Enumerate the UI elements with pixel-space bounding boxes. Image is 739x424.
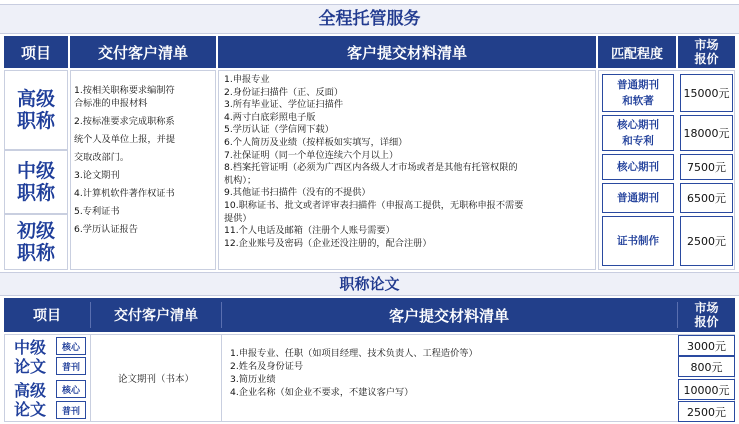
s2-tag-core: 核心 xyxy=(56,337,86,355)
list-item: 11.个人电话及邮箱（注册个人账号需要） xyxy=(224,225,395,237)
s1-header-match: 匹配程度 xyxy=(598,36,676,68)
s1-level-intermediate: 中级 职称 xyxy=(4,150,68,214)
s1-price-row-5: 2500元 xyxy=(680,216,733,266)
list-item: 统个人及单位上报，并提 xyxy=(74,134,176,145)
list-item: 2.按标准要求完成职称系 xyxy=(74,116,175,127)
s1-level-senior: 高级 职称 xyxy=(4,70,68,150)
list-item: 3.所有毕业证、学位证扫描件 xyxy=(224,99,344,111)
s2-price-3: 10000元 xyxy=(678,379,735,400)
s1-header-project: 项目 xyxy=(4,36,68,68)
list-item: 1.按相关职称要求编制符 xyxy=(74,85,175,96)
s2-price-1: 3000元 xyxy=(678,335,735,356)
s1-match-row-2: 核心期刊 和专利 xyxy=(602,115,674,151)
list-item: 4.两寸白底彩照电子版 xyxy=(224,111,316,123)
s1-match-row-5: 证书制作 xyxy=(602,216,674,266)
list-item: 4.计算机软件著作权证书 xyxy=(74,188,175,199)
s2-tag-regular: 普刊 xyxy=(56,401,86,419)
s2-tag-regular: 普刊 xyxy=(56,357,86,375)
section2-title-bar xyxy=(0,272,739,296)
list-item: 9.其他证书扫描件（没有的不提供） xyxy=(224,187,371,199)
list-item: 5.专利证书 xyxy=(74,206,120,217)
section1-title: 全程托管服务 xyxy=(318,9,421,29)
section2-title: 职称论文 xyxy=(339,275,400,293)
s2-level-senior: 高级 论文 xyxy=(13,381,46,419)
s1-price-row-4: 6500元 xyxy=(680,183,733,213)
list-item: 12.企业账号及密码（企业还没注册的，配合注册） xyxy=(224,237,432,249)
s2-delivery-cell: 论文期刊（书本） xyxy=(90,334,222,422)
list-item: 7.社保证明（同一个单位连续六个月以上） xyxy=(224,149,399,161)
s1-level-junior: 初级 职称 xyxy=(4,214,68,270)
list-item: 8.档案托管证明（必须为广西区内各级人才市场或者是其他有托管权限的 xyxy=(224,162,518,174)
s2-materials-list xyxy=(230,347,670,399)
list-item: 合标准的申报材料 xyxy=(74,98,148,109)
s2-header-materials: 客户提交材料清单 xyxy=(388,306,509,325)
list-item: 交取改部门。 xyxy=(74,152,130,163)
s1-header-materials: 客户提交材料清单 xyxy=(218,36,596,68)
list-item: 4.企业名称（如企业不要求，不建议客户写） xyxy=(230,387,414,398)
list-item: 3.简历业绩 xyxy=(230,374,276,385)
s1-price-row-3: 7500元 xyxy=(680,154,733,180)
s1-price-row-2: 18000元 xyxy=(680,115,733,151)
section1-title-bar xyxy=(0,4,739,34)
s2-header-delivery: 交付客户清单 xyxy=(114,308,198,324)
list-item: 机构）； xyxy=(224,174,257,186)
s1-materials-list xyxy=(224,74,592,250)
s1-match-row-4: 普通期刊 xyxy=(602,183,674,213)
s1-header-delivery: 交付客户清单 xyxy=(70,36,216,68)
s1-price-row-1: 15000元 xyxy=(680,74,733,112)
list-item: 1.申报专业、任职（如项目经理、技术负责人、工程造价等） xyxy=(230,348,478,359)
list-item: 10.职称证书、批文或者评审表扫描件（申报高工提供，无职称申报不需要 xyxy=(224,199,524,211)
list-item: 6.个人简历及业绩（按样板如实填写，详细） xyxy=(224,136,408,148)
list-item: 3.论文期刊 xyxy=(74,170,120,181)
list-item: 5.学历认证（学信网下载） xyxy=(224,124,334,136)
s2-level-intermediate: 中级 论文 xyxy=(13,338,46,376)
s1-delivery-list xyxy=(74,84,214,236)
list-item: 6.学历认证报告 xyxy=(74,224,138,235)
s2-tag-core: 核心 xyxy=(56,380,86,398)
s2-header-project: 项目 xyxy=(33,308,61,324)
list-item: 2.身份证扫描件（正、反面） xyxy=(224,86,344,98)
s1-header-price: 市场 报价 xyxy=(678,36,735,68)
s1-match-row-1: 普通期刊 和软著 xyxy=(602,74,674,112)
list-item: 1.申报专业 xyxy=(224,74,270,85)
list-item: 2.姓名及身份证号 xyxy=(230,361,304,372)
list-item: 提供） xyxy=(224,212,252,224)
s2-header-price: 市场 报价 xyxy=(694,301,719,329)
s2-price-4: 2500元 xyxy=(678,401,735,422)
s1-match-row-3: 核心期刊 xyxy=(602,154,674,180)
s2-price-2: 800元 xyxy=(678,356,735,377)
